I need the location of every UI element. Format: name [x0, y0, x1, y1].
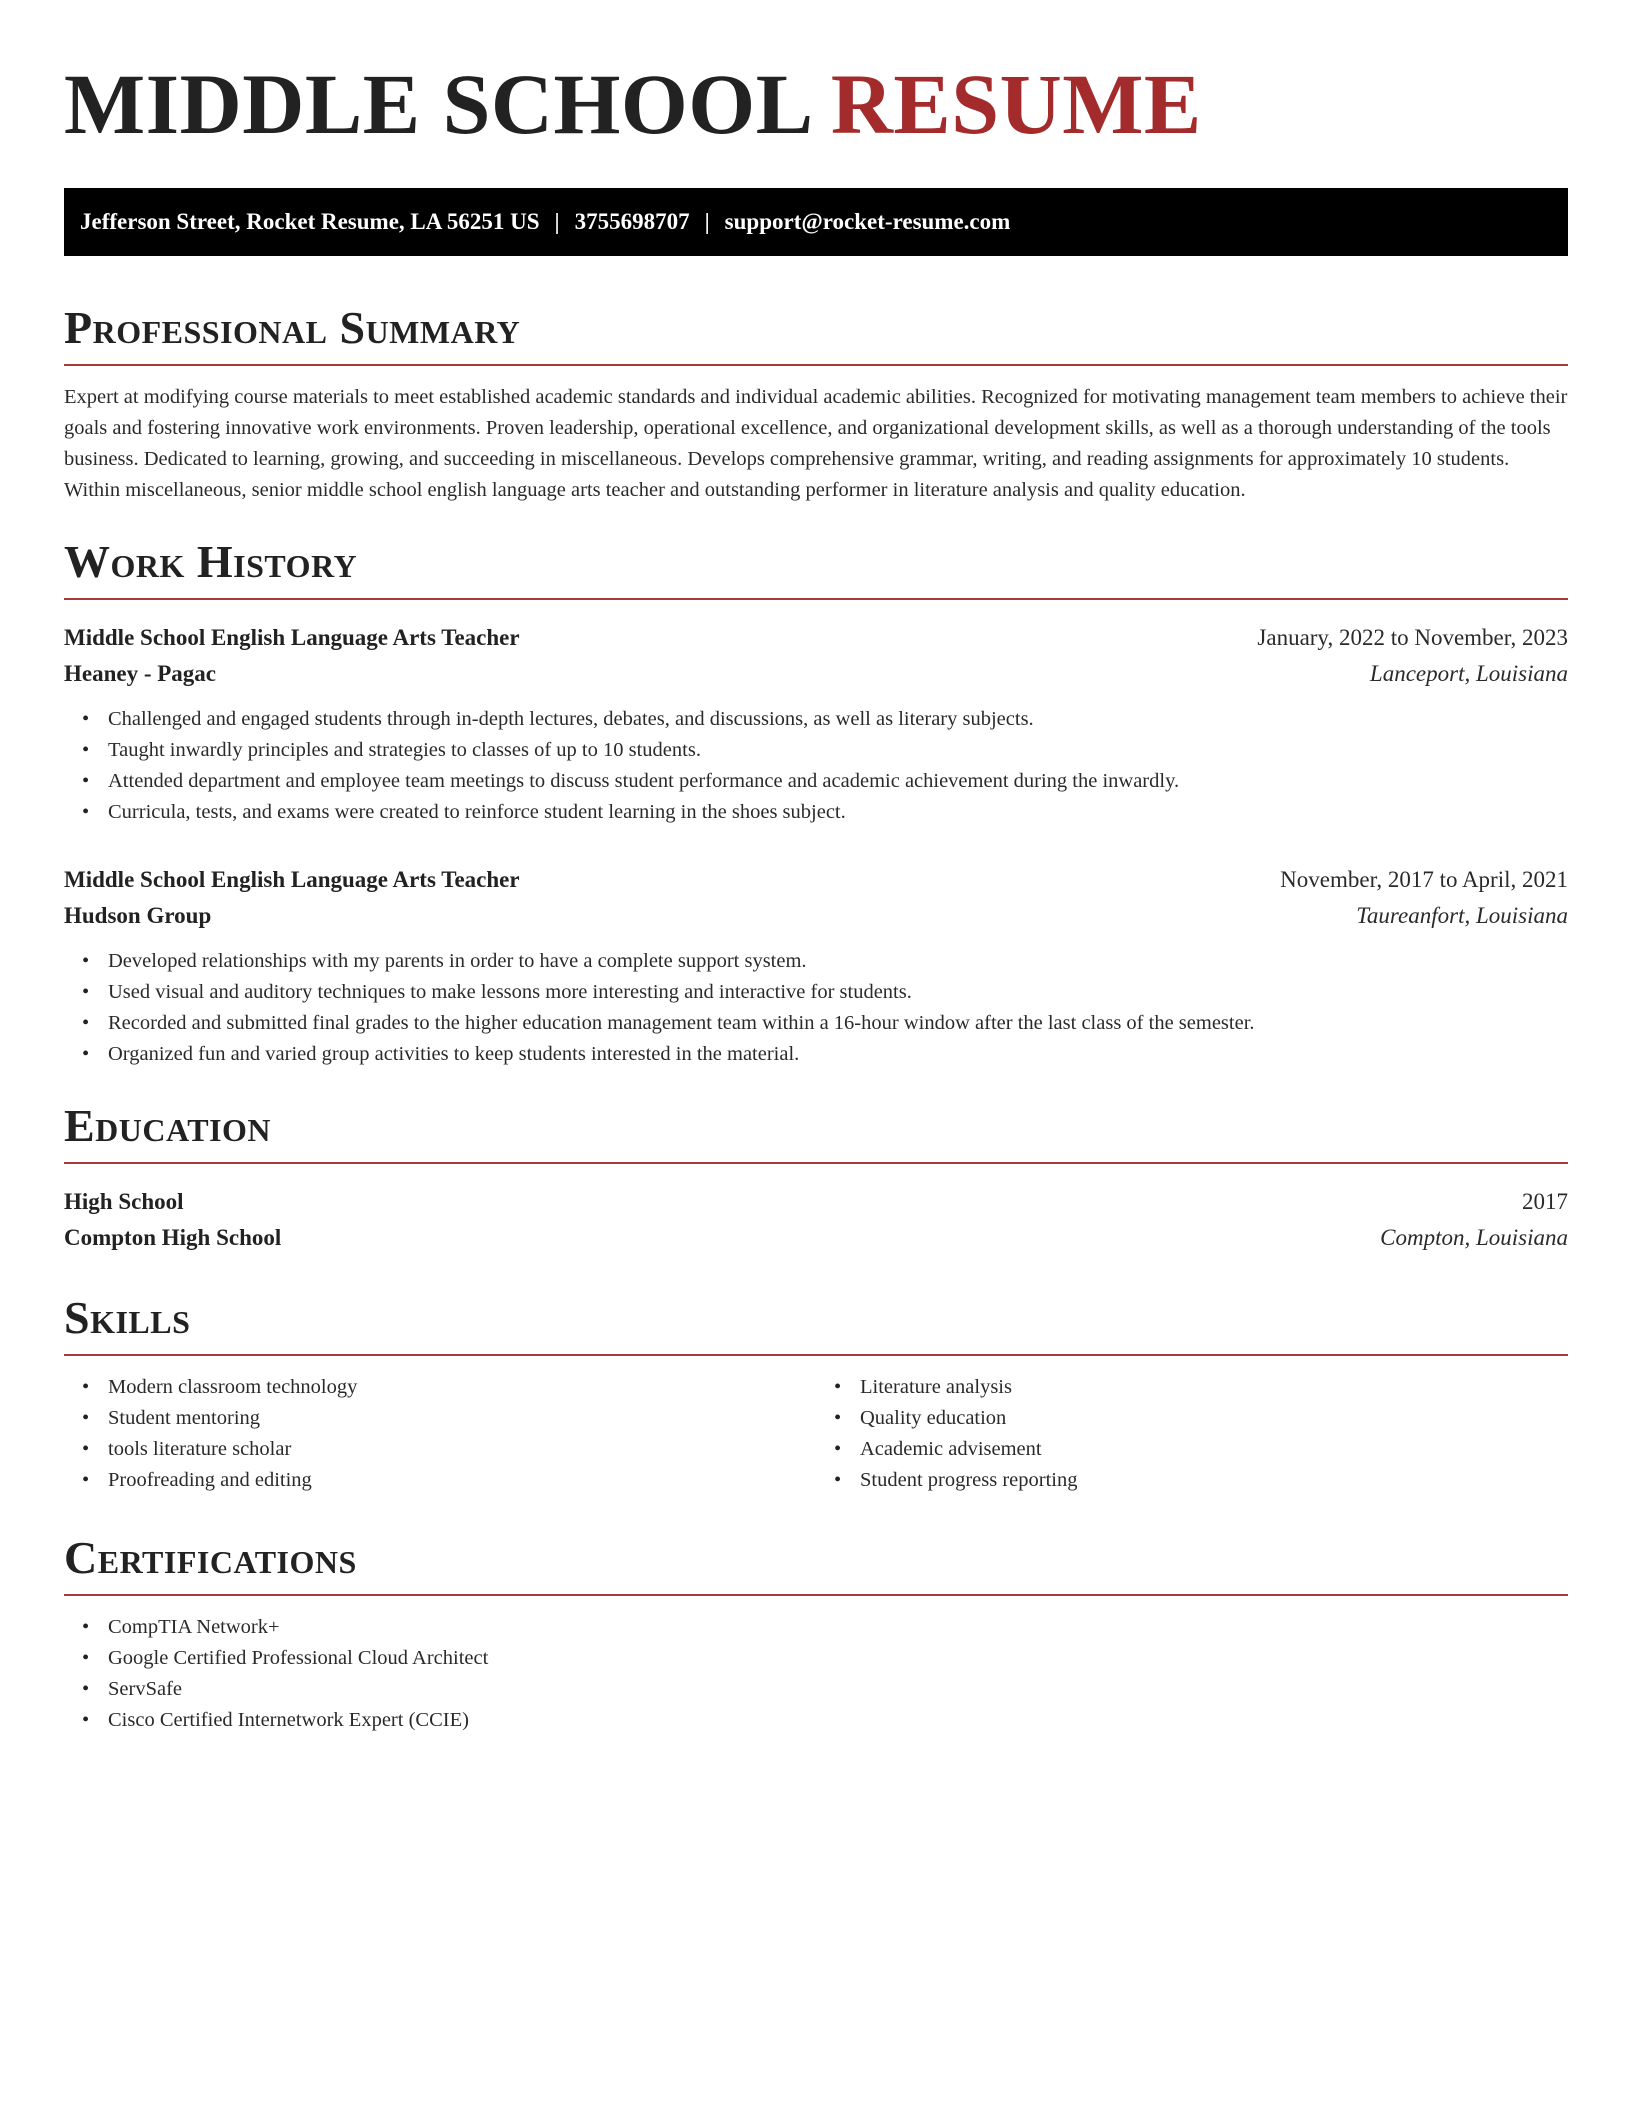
education-school: Compton High School [64, 1225, 282, 1250]
job-entry [64, 862, 1568, 1070]
certification-item: • CompTIA Network+ [108, 1612, 1568, 1643]
job-employer: Heaney - Pagac [64, 661, 217, 686]
job-location: Lanceport, Louisiana [1369, 661, 1568, 686]
certifications-heading: Certifications [64, 1532, 357, 1583]
education-header-row [64, 1184, 1568, 1220]
certification-item: • Cisco Certified Internetwork Expert (CCIE) [108, 1705, 1568, 1736]
education-degree: High School [64, 1189, 184, 1214]
skill-item: • Literature analysis [860, 1372, 1568, 1403]
title-main: MIDDLE SCHOOL [64, 56, 809, 152]
job-bullet: • Used visual and auditory techniques to make lessons more interesting and interactive for students. [108, 977, 1568, 1008]
contact-phone: 3755698707 [574, 209, 690, 234]
education-section [64, 1098, 1568, 1256]
contact-bar [64, 188, 1568, 256]
section-divider [64, 1354, 1568, 1356]
skills-section [64, 1290, 1568, 1496]
work-history-section [64, 534, 1568, 1070]
education-school-row [64, 1220, 1568, 1256]
education-location: Compton, Louisiana [1380, 1225, 1568, 1250]
job-entry [64, 620, 1568, 828]
skills-list [64, 1372, 816, 1496]
job-bullet: • Taught inwardly principles and strategies to classes of up to 10 students. [108, 735, 1568, 766]
job-bullet: • Developed relationships with my parents in order to have a complete support system. [108, 946, 1568, 977]
job-location: Taureanfort, Louisiana [1356, 903, 1568, 928]
education-year: 2017 [1522, 1189, 1568, 1214]
section-divider [64, 598, 1568, 600]
skills-heading: Skills [64, 1292, 191, 1343]
section-divider [64, 1162, 1568, 1164]
job-header-row [64, 862, 1568, 898]
skill-item: • Student mentoring [108, 1403, 816, 1434]
contact-address: Jefferson Street, Rocket Resume, LA 56251 US [80, 209, 540, 234]
job-dates: January, 2022 to November, 2023 [1257, 625, 1568, 650]
skills-grid [64, 1372, 1568, 1496]
certifications-list [64, 1612, 1568, 1736]
resume-title [64, 56, 1568, 152]
certification-item: • ServSafe [108, 1674, 1568, 1705]
skills-column-left [64, 1372, 816, 1496]
job-bullet: • Attended department and employee team meetings to discuss student performance and academic achievement during the inwardly. [108, 766, 1568, 797]
job-bullets [64, 946, 1568, 1070]
certification-item: • Google Certified Professional Cloud Architect [108, 1643, 1568, 1674]
title-accent: RESUME [830, 56, 1202, 152]
skill-item: • Quality education [860, 1403, 1568, 1434]
skills-column-right [816, 1372, 1568, 1496]
job-employer-row [64, 656, 1568, 692]
skill-item: • Student progress reporting [860, 1465, 1568, 1496]
job-employer-row [64, 898, 1568, 934]
skill-item: • Modern classroom technology [108, 1372, 816, 1403]
summary-section [64, 300, 1568, 506]
job-bullet: • Organized fun and varied group activities to keep students interested in the material. [108, 1039, 1568, 1070]
education-heading: Education [64, 1100, 272, 1151]
job-header-row [64, 620, 1568, 656]
job-bullet: • Challenged and engaged students through in-depth lectures, debates, and discussions, as well as literary subjects. [108, 704, 1568, 735]
section-divider [64, 364, 1568, 366]
certifications-section [64, 1530, 1568, 1736]
section-divider [64, 1594, 1568, 1596]
job-title: Middle School English Language Arts Teacher [64, 625, 520, 650]
skills-list [816, 1372, 1568, 1496]
contact-email: support@rocket-resume.com [724, 209, 1011, 234]
job-bullet: • Curricula, tests, and exams were created to reinforce student learning in the shoes subject. [108, 797, 1568, 828]
job-dates: November, 2017 to April, 2021 [1280, 867, 1568, 892]
education-entry [64, 1184, 1568, 1256]
skill-item: • Academic advisement [860, 1434, 1568, 1465]
summary-text: Expert at modifying course materials to meet established academic standards and individual academic abilities. Recognized for motivating management team members to achieve their goals and fostering innovative work environments. Proven leadership, operational excellence, and organizational development skills, as well as a thorough understanding of the tools business. Dedicated to learning, growing, and succeeding in miscellaneous. Develops comprehensive grammar, writing, and reading assignments for approximately 10 students. Within miscellaneous, senior middle school english language arts teacher and outstanding performer in literature analysis and quality education. [64, 386, 1568, 501]
contact-separator: | [704, 209, 710, 234]
skill-item: • Proofreading and editing [108, 1465, 816, 1496]
contact-separator: | [554, 209, 560, 234]
job-title: Middle School English Language Arts Teacher [64, 867, 520, 892]
job-employer: Hudson Group [64, 903, 212, 928]
skill-item: • tools literature scholar [108, 1434, 816, 1465]
job-bullets [64, 704, 1568, 828]
summary-heading: Professional Summary [64, 302, 521, 353]
job-bullet: • Recorded and submitted final grades to the higher education management team within a 16-hour window after the last class of the semester. [108, 1008, 1568, 1039]
work-history-heading: Work History [64, 536, 358, 587]
